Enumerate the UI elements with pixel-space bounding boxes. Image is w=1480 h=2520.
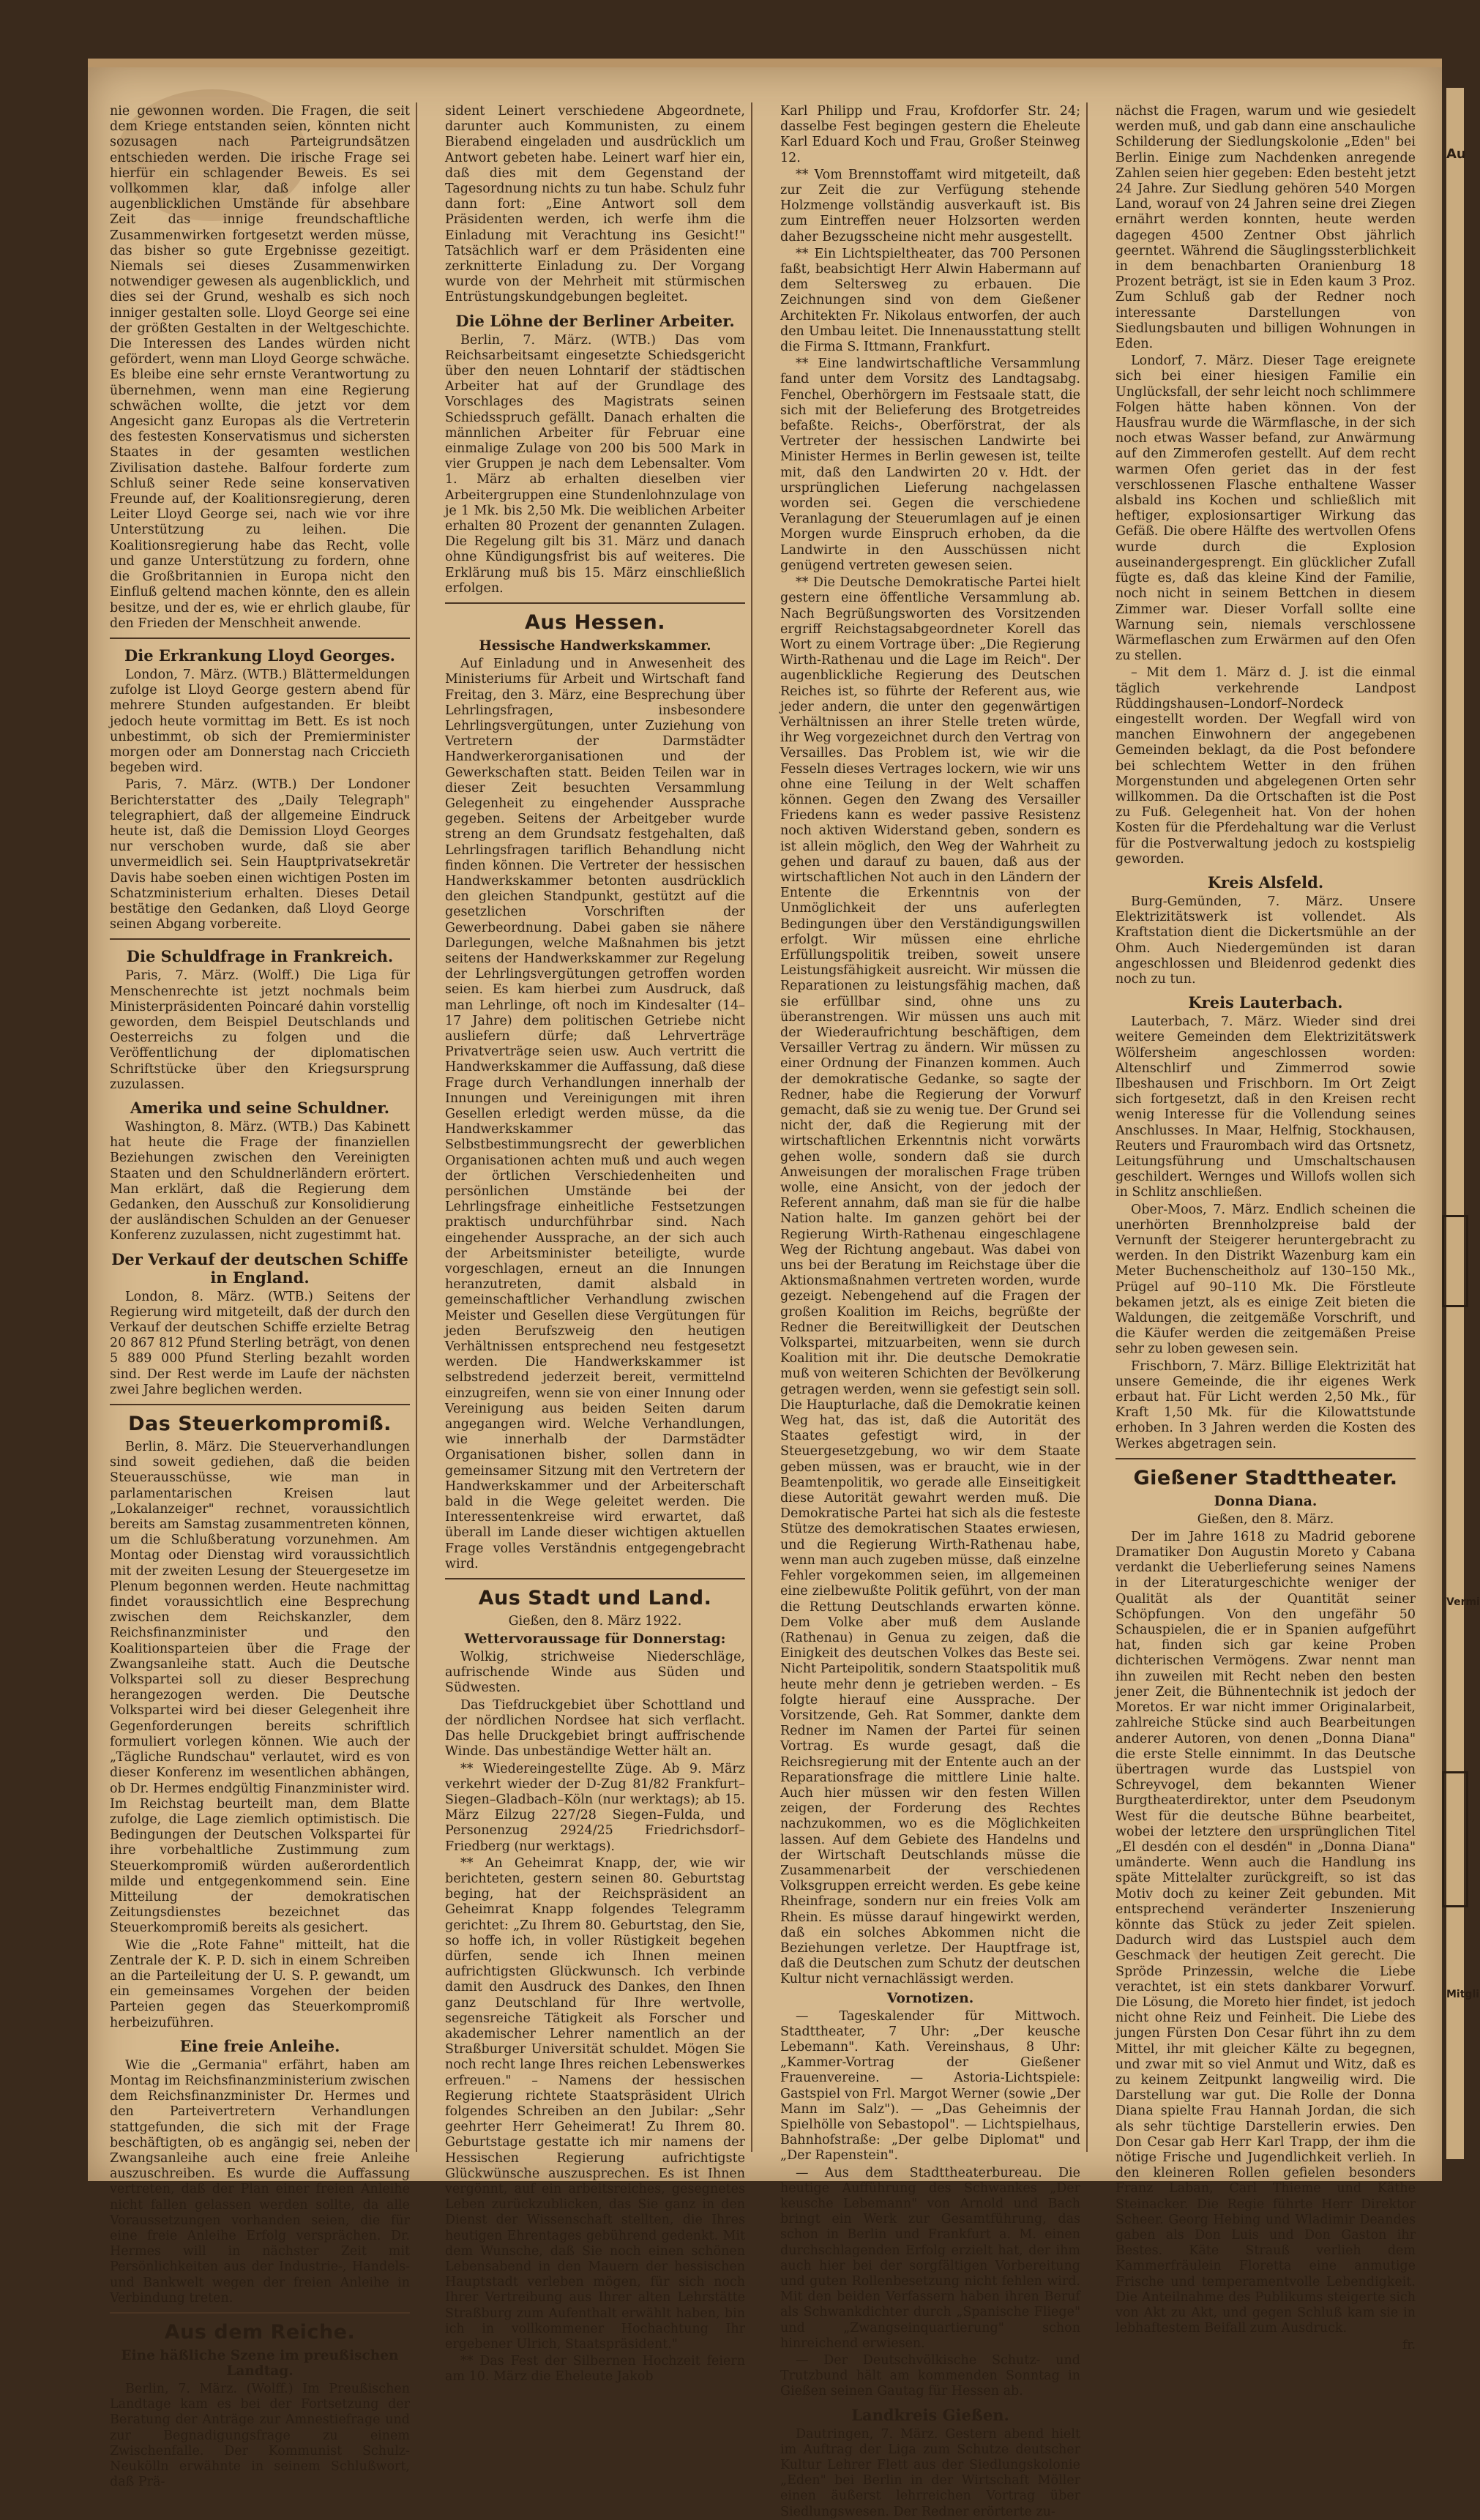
headline: Kreis Lauterbach. [1188,993,1343,1012]
article-text: ** Das Fest der Silbernen Hochzeit feiern am 10. März die Eheleute Jakob [445,2354,745,2385]
section-heading: Gießener Stadttheater. [1133,1466,1398,1489]
article-text: Der im Jahre 1618 zu Madrid geborene Dramatiker Don Augustin Moreto y Cabana verdankt die Ueberlieferung seines Namens in der Literaturgeschichte weniger der Qualität als der Quantität seiner Schöpfungen. Von den ungefähr 50 Schauspielen, die er in Spanien aufgeführt hat, finden sich gar keine Proben dichterischen Vermögens. Zwar nennt man ihn zuweilen mit Recht neben den besten jener Zeit, die Bühnentechnik ist jedoch der Moretos. Er war nicht immer Originalarbeit, zahlreiche Stücke sind auch Bearbeitungen anderer Autoren, von denen „Donna Diana" die erste Stelle einnimmt. In das Deutsche übertragen wurde das Lustspiel von Schreyvogel, dem bekannten Wiener Burgtheaterdirektor, unter dem Pseudonym West für die deutsche Bühne bearbeitet, wobei der letztere den ursprünglichen Titel „El desdén con el desdén" in „Donna Diana" umänderte. Wenn auch die Handlung ins späte Mittelalter zurückgreift, so ist das Motiv doch zu keiner Zeit gebunden. Mit entsprechend veränderter Inszenierung könnte das Stück zu jeder Zeit spielen. Dadurch wird das Lustspiel auch dem Geschmack der heutigen Zeit gerecht. Die Spröde Prinzessin, welche die Liebe verachtet, ist ein stets dankbarer Vorwurf. Die Lösung, die Moreto hier findet, ist jedoch nicht ohne Reiz und Feinheit. Die Liebe des jungen Fürsten Don Cesar führt ihn zu dem Mittel, ihr mit gleicher Kälte zu begegnen, und zwar mit so viel Anmut und Witz, daß es zu keinem Zeitpunkt langweilig wird. Die Darstellung war gut. Die Rolle der Donna Diana spielte Frau Hannah Jordan, die sich als sehr tüchtige Darstellerin erwies. Den Don Cesar gab Herr Karl Trapp, der ihm die nötige Frische und Jugendlichkeit verlieh. In den kleineren Rollen gefielen besonders Franz Laban, Carl Thieme und Käthe Steinacker. Die Regie führte Herr Direktor Scheer. Georg Hebing und Wladimir Deandes gaben als Don Luis und Don Gaston ihr Bestes. Käte Strauß verlieh dem Kammerfräulein Floretta eine anmutige Frische und temperamentvolle Lebendigkeit. Die Anteilnahme des Publikums steigerte sich von Akt zu Akt, und gegen Schluß kam sie in lebhaftestem Beifall zum Ausdruck. [1115,1529,1416,2336]
article-text: ** Eine landwirtschaftliche Versammlung fand unter dem Vorsitz des Landtagsabg. Fenchel, Oberhörgern im Festsaale statt, die sich mit der Belieferung des Brotgetreides befaßte. Reichs-, Oberförstrat, der als Vertreter der hessischen Landwirte bei Minister Hermes in Berlin gewesen ist, teilte mit, daß den Landwirten 20 v. Hdt. der ursprünglichen Lieferung nachgelassen worden sei. Gegen die verschiedene Veranlagung der Steuerumlagen auf je einen Morgen wurde Einspruch erhoben, da die Landwirte in den Ausschüssen nicht genügend vertreten gewesen seien. [780,356,1080,573]
article-text: Paris, 7. März. (Wolff.) Die Liga für Menschenrechte ist jetzt nochmals beim Ministerpräsidenten Poincaré dahin vorstellig geworden, dem Beispiel Deutschlands und Oesterreichs zu folgen und die Veröffentlichung der diplomatischen Schriftstücke über den Kriegsursprung zuzulassen. [110,968,410,1092]
adjacent-headline: Au [1446,146,1466,162]
article-text: Berlin, 8. März. Die Steuerverhandlungen sind soweit gediehen, daß die beiden Steuerausschüsse, wie man in parlamentarischen Kreisen laut „Lokalanzeiger" rechnet, voraussichtlich bereits am Samstag zusammentreten können, um die Schlußberatung vorzunehmen. Am Montag oder Dienstag wird voraussichtlich mit der zweiten Lesung der Steuergesetze im Plenum begonnen werden. Heute nachmittag findet voraussichtlich eine Besprechung zwischen dem Reichskanzler, dem Reichsfinanzminister und den Koalitionsparteien über die Frage der Zwangsanleihe statt. Auch die Deutsche Volkspartei soll zu dieser Besprechung herangezogen werden. Die Deutsche Volkspartei wird bei dieser Gelegenheit ihre Gegenforderungen bereits schriftlich formuliert vorlegen können. Wie auch der „Tägliche Rundschau" verlautet, wird es von dieser Konferenz im wesentlichen abhängen, ob Dr. Hermes endgültig Finanzminister wird. Im Reichstag beurteilt man, dem Blatte zufolge, die Lage ziemlich optimistisch. Die Bedingungen der Deutschen Volkspartei für ihre vorbehaltliche Zustimmung zum Steuerkompromiß würden außerordentlich milde und entgegenkommend sein. Eine Mitteilung der demokratischen Zeitungsdienstes bezeichnet das Steuerkompromiß bereits als gesichert. [110,1440,410,1936]
article-text: London, 7. März. (WTB.) Blättermeldungen zufolge ist Lloyd George gestern abend für mehrere Stunden aufgestanden. Er bleibt jedoch heute vormittag im Bett. Es ist noch unbestimmt, ob sich der Premierminister morgen oder am Donnerstag nach Criccieth begeben wird. [110,667,410,776]
article-text: sident Leinert verschiedene Abgeordnete, darunter auch Kommunisten, zu einem Bierabend eingeladen und ausdrücklich um Antwort gebeten habe. Leinert warf hier ein, daß dies mit dem Gegenstand der Tagesordnung nichts zu tun habe. Schulz fuhr dann fort: „Eine Antwort soll dem Präsidenten werden, ich werfe ihm die Einladung mit Verachtung ins Gesicht!" Tatsächlich warf er dem Präsidenten eine zerknitterte Einladung zu. Der Vorgang wurde von der Mehrheit mit stürmischen Entrüstungskundgebungen begleitet. [445,104,745,305]
divider [1115,1458,1416,1459]
headline: Eine häßliche Szene im preußischen Landtag. [121,2348,399,2379]
headline: Amerika und seine Schuldner. [130,1098,390,1117]
article-text: Paris, 7. März. (WTB.) Der Londoner Berichterstatter des „Daily Telegraph" telegraphiert, daß der allgemeine Eindruck heute ist, daß die Demission Lloyd Georges nur verschoben wurde, daß sie aber unvermeidlich sei. Sein Hauptprivatsekretär Davis habe soeben einen wichtigen Posten im Schatzministerium erhalten. Dieses Detail bestätige den Gedanken, daß Lloyd George seinen Abgang vorbereite. [110,777,410,932]
article-text: London, 8. März. (WTB.) Seitens der Regierung wird mitgeteilt, daß der durch den Verkauf der deutschen Schiffe erzielte Betrag 20 867 812 Pfund Sterling beträgt, von denen 5 889 000 Pfund Sterling bezahlt worden sind. Der Rest werde im Laufe der nächsten zwei Jahre beglichen werden. [110,1289,410,1397]
article-text: ** Wiedereingestellte Züge. Ab 9. März verkehrt wieder der D-Zug 81/82 Frankfurt–Siegen–Gladbach–Köln (nur werktags); ab 15. März Eilzug 227/28 Siegen–Fulda, und Personenzug 2924/25 Friedrichsdorf–Friedberg (nur werktags). [445,1761,745,1854]
headline: Landkreis Gießen. [851,2405,1009,2424]
article-text: Dautringen, 7. März. Gestern abend hielt im Auftrag der Liga zum Schutze deutscher Kultur Lehrer Flett aus der Siedlungskolonie „Eden" bei Berlin in der Wirtschaft Möller einen äußerst lehrreichen Vortrag über Siedlungswesen. Der Redner erörterte zu- [780,2426,1080,2519]
column-2 [445,104,745,2385]
article-text: Lauterbach, 7. März. Wieder sind drei weitere Gemeinden dem Elektrizitätswerk Wölfersheim angeschlossen worden: Altenschlirf und Zimmerrod sowie Ilbeshausen und Frischborn. Im Ort Zeigt sich fortgesetzt, daß in den Kreisen recht wenig Interesse für die Vollendung seines Anschlusses. In Maar, Helfnig, Stockhausen, Reuters und Fraurombach wird das Ortsnetz, Leitungsführung und Umschaltschausen geschildert. Wernges und Willofs wollen sich in Schlitz anschließen. [1115,1014,1416,1200]
article-text: Londorf, 7. März. Dieser Tage ereignete sich bei einer hiesigen Familie ein Unglücksfall, der sehr leicht noch schlimmere Folgen hätte haben können. Von der Hausfrau wurde die Wärmflasche, in der sich noch etwas Wasser befand, zur Anwärmung auf den Zimmerofen gestellt. Auf dem recht warmen Ofen geriet das in der fest verschlossenen Flasche enthaltene Wasser alsbald ins Kochen und schließlich mit heftiger, explosionsartiger Wirkung das Gefäß. Die obere Hälfte des wertvollen Ofens wurde durch die Explosion auseinandergesprengt. Ein glücklicher Zufall fügte es, daß das kleine Kind der Familie, noch nicht in seinem Bettchen in diesem Zimmer war. Dieser Vorfall sollte eine Warnung sein, niemals verschlossene Wärmeflaschen zum Erwärmen auf den Ofen zu stellen. [1115,354,1416,664]
article-text: nie gewonnen worden. Die Fragen, die seit dem Kriege entstanden seien, könnten nicht sozusagen nach Parteigrundsätzen entschieden werden. Die irische Frage sei hierfür ein schlagender Beweis. Es sei vollkommen klar, daß infolge aller augenblicklichen Umstände für absehbare Zeit das innige freundschaftliche Zusammenwirken fortgesetzt werden müsse, das bisher so gute Ergebnisse gezeitigt. Niemals sei dieses Zusammenwirken notwendiger gewesen als augenblicklich, und dies sei der Grund, weshalb es sich noch inniger gestalten solle. Lloyd George sei eine der größten Gestalten in der Weltgeschichte. Die Interessen des Landes würden nicht gefördert, wenn man Lloyd George schwäche. Es bleibe eine sehr ernste Verantwortung zu übernehmen, wenn man eine Regierung schwächen wollte, die jetzt vor dem Angesicht ganz Europas als die Vertreterin des festesten Konservatismus und sichersten Staates in der gesamten westlichen Zivilisation dastehe. Balfour forderte zum Schluß seiner Rede seine konservativen Freunde auf, der Koalitionsregierung, deren Leiter Lloyd George sei, nach wie vor ihre Unterstützung zu leihen. Die Koalitionsregierung habe das Recht, volle und ganze Unterstützung zu fordern, ohne die Großbritannien in Europa nicht den Einfluß geltend machen könnte, den es allein besitze, und der es, wie er ehrlich glaube, für den Frieden der Menschheit anwende. [110,104,410,631]
adjacent-headline: Vermi [1446,1596,1480,1608]
section-heading: Aus Stadt und Land. [478,1587,712,1610]
headline: Eine freie Anleihe. [179,2036,340,2055]
headline: Vornotizen. [886,1990,974,2006]
headline: Wettervoraussage für Donnerstag: [464,1631,726,1648]
article-text: ** Die Deutsche Demokratische Partei hielt gestern eine öffentliche Versammlung ab. Nach Begrüßungsworten des Vorsitzenden ergriff Reichstagsabgeordneter Korell das Wort zu einem Vortrage über: „Die Regierung Wirth-Rathenau und die Lage im Reich". Der augenblickliche Regierung des Deutschen Reiches ist, so führte der Referent aus, wie jeder andern, die unter den gegenwärtigen Verhältnissen an ihrer Stelle treten würde, ihr Weg vorgezeichnet durch den Vertrag von Versailles. Das Problem ist, wie wir die Fesseln dieses Vertrages lockern, wie wir uns ohne eine Teilung in der Welt schaffen können. Gegen den Zwang des Versailler Friedens kann es weder passive Resistenz noch aktiven Widerstand geben, sondern es ist allein möglich, den Weg der Wahrheit zu gehen und darauf zu bauen, daß aus der wirtschaftlichen Not auch in den Ländern der Entente die Erkenntnis von der Unmöglichkeit der uns auferlegten Bedingungen über den Verständigungswillen erfolgt. Wir müssen eine ehrliche Erfüllungspolitik treiben, soweit unsere Leistungsfähigkeit ausreicht. Wir müssen die Reparationen zu leistungsfähig machen, daß sie erfüllbar sind, ohne uns zu überanstrengen. Wir müssen uns auch mit der Wiederaufrichtung beschäftigen, dem Versailler Vertrag zu ändern. Wir müssen zu einer Ordnung der Finanzen kommen. Auch der demokratische Gedanke, so sagte der Redner, habe die Regierung der Vorwurf gemacht, daß sie zu wenig tue. Der Grund sei nicht der, daß die Regierung mit der wirtschaftlichen Erkenntnis nicht vorwärts gehen wolle, sondern daß sie durch Anweisungen der moralischen Frage trüben wolle, eine Ansicht, von der jedoch der Referent annahm, daß man sie für die halbe Nation halte. Im ganzen gehört bei der Regierung Wirth-Rathenau eingeschlagene Weg der Richtung angebaut. Was dabei von uns bei der Beratung im Reichstage über die Aktionsmaßnahmen vertreten worden, wurde gezeigt. Nebengehend auf die Fragen der großen Koalition im Reichs, begrüßte der Redner die Bereitwilligkeit der Deutschen Volkspartei, mitzuarbeiten, wenn sie durch Koalition mit ihr. Die deutsche Demokratie muß von weiteren Schichten der Bevölkerung getragen werden, wenn sie gefestigt sein soll. Die Haupturlache, daß die Demokratie keinen Weg hat, das ist, daß die Autorität des Staates gefestigt wird, in der Steuergesetzgebung, wo wir dem Staate geben müssen, was er braucht, wie in der Beamtenpolitik, wo gerade alle Einseitigkeit diese Autorität gewahrt werden muß. Die Demokratische Partei hat sich als die festeste Stütze des demokratischen Staates erwiesen, und die Regierung Wirth-Rathenau habe, wenn man auch zugeben müsse, daß einzelne Fehler vorgekommen seien, im allgemeinen eine zielbewußte Politik geführt, von der man die Rettung Deutschlands erwarten könne. Dem Volke aber muß dem Auslande (Rathenau) in Genua zu zeigen, daß die Einigkeit des deutschen Volkes das Beste sei. Nicht Parteipolitik, sondern Staatspolitik muß heute mehr denn je getrieben werden. – Es folgte hierauf eine Aussprache. Der Vorsitzende, Geh. Rat Sommer, dankte dem Redner im Namen der Partei für seinen Vortrag. Es wurde gesagt, daß die Reichsregierung mit der Entente auch an der Reparationsfrage die mittlere Linie halte. Auch hier müssen wir den festen Willen zeigen, der Forderung des Rechtes nachzukommen, wo es die Möglichkeiten lassen. Auf dem Gebiete des Handelns und der Wirtschaft Deutschlands müsse die Zusammenarbeit der verschiedenen Volksgruppen erreicht werden. Es gebe keine Rheinfrage, sondern nur ein freies Volk am Rhein. Es müsse darauf hingewirkt werden, daß ein solches Abkommen nicht die Beziehungen verletze. Der Hauptfrage ist, daß die Deutschen zum Schutz der deutschen Kultur nicht vernachlässigt werden. [780,575,1080,1987]
headline: Die Erkrankung Lloyd Georges. [124,646,395,665]
adjacent-ad-box [1442,1771,1468,1907]
newspaper-page [88,67,1442,2519]
adjacent-ad-box [1442,1215,1468,1307]
headline: Das Steuerkompromiß. [128,1413,392,1436]
article-text: Wie die „Germania" erfährt, haben am Montag im Reichsfinanzministerium zwischen dem Reichsfinanzminister Dr. Hermes und den Parteivertretern Verhandlungen stattgefunden, die sich mit der Frage beschäftigten, ob es angängig sei, neben der Zwangsanleihe auch eine freie Anleihe auszuschreiben. Es wurde die Auffassung vertreten, daß der Plan einer freien Anleihe nicht fallen gelassen werden sollte, da alle Voraussetzungen vorhanden seien, die für eine freie Anleihe Erfolg versprächen. Dr. Hermes will in nächster Zeit mit Persönlichkeiten aus der Industrie-, Handels- und Bankwelt wegen der freien Anleihe in Verbindung treten. [110,2057,410,2306]
headline: Kreis Alsfeld. [1207,872,1324,891]
article-text: Auf Einladung und in Anwesenheit des Ministeriums für Arbeit und Wirtschaft fand Freitag, den 3. März, eine Besprechung über Lehrlingsfragen, insbesondere Lehrlingsvergütungen, unter Zuziehung von Vertretern der Darmstädter Handwerkerorganisationen und der Gewerkschaften statt. Beiden Teilen war in dieser Zeit besuchten Versammlung Gelegenheit zu eingehender Aussprache gegeben. Seitens der Arbeitgeber wurde streng an dem Grundsatz festgehalten, daß Lehrlingsfragen tariflich Behandlung nicht finden können. Die Vertreter der hessischen Handwerkskammer betonten ausdrücklich den gleichen Standpunkt, gestützt auf die gesetzlichen Vorschriften der Gewerbeordnung. Dabei gaben sie nähere Darlegungen, welche Maßnahmen bis jetzt seitens der Handwerkskammer zur Regelung der Lehrlingsvergütungen getroffen worden seien. Es kam hierbei zum Ausdruck, daß man Lehrlinge, oft noch im Kindesalter (14–17 Jahre) dem politischen Getriebe nicht ausliefern dürfe; daß Lehrverträge Privatverträge seien usw. Auch vertritt die Handwerkskammer die Auffassung, daß diese Frage durch Verhandlungen innerhalb der Innungen und Vereinigungen mit ihren Gesellen erledigt werden müsse, da die Handwerkskammer das Selbstbestimmungsrecht der gewerblichen Organisationen achten muß und auch wegen der örtlichen Verschiedenheiten und persönlichen Umstände bei der Lehrlingsfrage einheitliche Festsetzungen praktisch undurchführbar sind. Nach eingehender Aussprache, an der sich auch der Arbeitsminister beteiligte, wurde vorgeschlagen, erneut an die Innungen heranzutreten, damit alsbald in gemeinschaftlicher Verhandlung zwischen Meister und Gesellen diese Vergütungen für jeden Berufszweig den heutigen Verhältnissen entsprechend neu festgesetzt werden. Die Handwerkskammer ist selbstredend jederzeit bereit, vermittelnd einzugreifen, wenn sie von einer Innung oder Vereinigung aus beiden Seiten darum angegangen wird. Welche Verhandlungen, wie innerhalb der Darmstädter Organisationen bisher, sollen dann in gemeinsamer Sitzung mit den Vertretern der Handwerkskammer und der Arbeiterschaft bald in die Wege geleitet werden. Die Interessentenkreise wird erwartet, daß überall im Lande dieser wichtigen aktuellen Frage volles Verständnis entgegengebracht wird. [445,657,745,1571]
article-text: — Der Deutschvölkische Schutz- und Trutzbund hält am kommenden Sonntag in Gießen seinen Gautag für Hessen ab. [780,2353,1080,2399]
divider [445,602,745,604]
divider [110,638,410,639]
article-text: Burg-Gemünden, 7. März. Unsere Elektrizitätswerk ist vollendet. Als Kraftstation dient die Dickertsmühle an der Ohm. Auch Niedergemünden ist daran angeschlossen und Bleidenrod gedenkt dies noch zu tun. [1115,894,1416,987]
dateline: Gießen, den 8. März 1922. [508,1614,682,1629]
adjacent-headline: Mitgli [1446,1989,1480,2000]
divider [110,938,410,940]
dateline: Gießen, den 8. März. [1197,1511,1334,1527]
section-heading: Aus dem Reiche. [164,2321,356,2344]
article-text: Karl Philipp und Frau, Krofdorfer Str. 24; dasselbe Fest begingen gestern die Eheleute Karl Eduard Koch und Frau, Großer Steinweg 12. [780,104,1080,165]
article-text: — Tageskalender für Mittwoch. Stadttheater, 7 Uhr: „Der keusche Lebemann". Kath. Vereinshaus, 8 Uhr: „Kammer-Vortrag der Gießener Frauenvereine. — Astoria-Lichtspiele: Gastspiel von Frl. Margot Werner (sowie „Der Mann im Salz"). — „Das Geheimnis der Spielhölle von Sebastopol". — Lichtspielhaus, Bahnhofstraße: „Der gelbe Diplomat" und „Der Rapenstein". [780,2008,1080,2164]
column-3 [780,104,1080,2519]
article-text: Wie die „Rote Fahne" mitteilt, hat die Zentrale der K. P. D. sich in einem Schreiben an die Parteileitung der U. S. P. gewandt, um ein gemeinsames Vorgehen der beiden Parteien gegen das Steuerkompromiß herbeizuführen. [110,1937,410,2030]
author-signature: fr. [1402,2338,1416,2353]
article-text: nächst die Fragen, warum und wie gesiedelt werden muß, und gab dann eine anschauliche Schilderung der Siedlungskolonie „Eden" bei Berlin. Einige zum Nachdenken anregende Zahlen seien hier gegeben: Eden besteht jetzt 24 Jahre. Zur Siedlung gehören 540 Morgen Land, worauf von 24 Jahren seine drei Ziegen ernährt werden konnten, heute werden dagegen 4500 Zentner Obst jährlich geerntet. Während die Säuglingssterblichkeit in dem benachbarten Oranienburg 18 Prozent beträgt, ist sie in Eden kaum 3 Proz. Zum Schluß gab der Redner noch interessante Darstellungen von Siedlungsbauten und billigen Wohnungen in Eden. [1115,104,1416,352]
article-text: Ober-Moos, 7. März. Endlich scheinen die unerhörten Brennholzpreise bald der Vernunft der Steigerer heruntergebracht zu werden. In den Distrikt Wazenburg kam ein Meter Buchenscheitholz auf 130–150 Mk., Prügel auf 90–110 Mk. Die Förstleute bekamen jetzt, als es einige Zeit bieten die Waldungen, die zeitgemäße Vorschrift, und die Käufer werden die zeitgemäßen Preise sehr zu loben gewesen sein. [1115,1202,1416,1357]
article-text: ** An Geheimrat Knapp, der, wie wir berichteten, gestern seinen 80. Geburtstag beging, hat der Reichspräsident an Geheimrat Knapp folgendes Telegramm gerichtet: „Zu Ihrem 80. Geburtstag, den Sie, so hoffe ich, in voller Rüstigkeit begehen dürfen, sende ich Ihnen meinen aufrichtigsten Glückwunsch. Ich verbinde damit den Ausdruck des Dankes, den Ihnen ganz Deutschland für Ihre wertvolle, segensreiche Tätigkeit als Forscher und akademischer Lehrer namentlich an der Straßburger Universität schuldet. Mögen Sie noch recht lange Ihres reichen Lebenswerkes erfreuen." – Namens der hessischen Regierung richtete Staatspräsident Ulrich folgendes Schreiben an den Jubilar: „Sehr geehrter Herr Geheimerat! Zu Ihrem 80. Geburtstage gestatte ich mir namens der Hessischen Regierung aufrichtigste Glückwünsche auszusprechen. Es ist Ihnen vergönnt, auf ein arbeitsreiches, gesegnetes Leben zurückzublicken, das Sie ganz in den Dienst der Wissenschaft stellten, die Ihres heutigen Ehrentages gebührend gedenkt. Mit dem Wunsche, daß Sie noch einen schönen Lebensabend in den Mauern der hessischen Hauptstadt verleben mögen, für sich noch Ihrer Vertreibung aus Ihrer alten Lehrstätte Straßburg zum Aufenthalt erwählt haben, bin ich in vollkommener Hochachtung Ihr ergebener Ulrich, Staatspräsident." [445,1855,745,2352]
article-text: Frischborn, 7. März. Billige Elektrizität hat unsere Gemeinde, die ihr eigenes Werk erbaut hat. Für Licht werden 2,50 Mk., für Kraft 1,50 Mk. für die Kilowattstunde erhoben. In 3 Jahren werden die Kosten des Werkes abgetragen sein. [1115,1358,1416,1451]
article-text: Wolkig, strichweise Niederschläge, aufrischende Winde aus Süden und Südwesten. [445,1650,745,1696]
column-1 [110,104,410,2490]
column-rule [751,102,752,2152]
headline: Die Schuldfrage in Frankreich. [126,947,394,966]
column-4 [1115,104,1416,2353]
divider [110,2312,410,2314]
column-rule [416,102,417,2152]
article-text: – Mit dem 1. März d. J. ist die einmal täglich verkehrende Landpost Rüddingshausen–Londorf–Nordeck eingestellt worden. Der Wegfall wird von manchen Einwohnern der angegebenen Gemeinden beklagt, da die Post befondere bei schlechtem Wetter in den frühen Morgenstunden und abgelegenen Orten sehr willkommen. Da die Ortschaften ist die Post zu Fuß. Gelegenheit hat. Von der hohen Kosten für die Pferdehaltung war die Verlust für die Postverwaltung jedoch zu kostspielig geworden. [1115,665,1416,867]
article-text: ** Ein Lichtspieltheater, das 700 Personen faßt, beabsichtigt Herr Alwin Habermann auf dem Seltersweg zu erbauen. Die Zeichnungen sind von dem Gießener Architekten Fr. Nikolaus entworfen, der auch den Umbau leitet. Die Innenausstattung stellt die Firma S. Ittmann, Frankfurt. [780,246,1080,355]
article-text: Berlin, 7. März. (Wolff.) Im Preußischen Landtage kam es bei der Fortsetzung der Beratung der Anträge zur Amnestiefrage und zur Begnadigungsfrage zu einem Zwischenfalle. Der Kommunist Schulz-Neukölln erwähnte in seinem Schlußwort, daß Prä- [110,2382,410,2490]
headline: Hessische Handwerkskammer. [479,638,711,654]
article-text: Das Tiefdruckgebiet über Schottland und der nördlichen Nordsee hat sich verflacht. Das helle Druckgebiet bringt auffrischende Winde. Das unbeständige Wetter hält an. [445,1697,745,1760]
article-text: Berlin, 7. März. (WTB.) Das vom Reichsarbeitsamt eingesetzte Schiedsgericht über den neuen Lohntarif der städtischen Arbeiter hat auf der Grundlage des Vorschlages des Magistrats seinen Schiedsspruch gefällt. Danach erhalten die männlichen Arbeiter für Februar eine einmalige Zulage von 200 bis 500 Mark in vier Gruppen je nach dem Lebensalter. Vom 1. März ab erhalten dieselben vier Arbeitergruppen eine Stundenlohnzulage von je 1 Mk. bis 2,50 Mk. Die weiblichen Arbeiter erhalten 80 Prozent der genannten Zulagen. Die Regelung gilt bis 31. März und danach ohne Kündigungsfrist bis auf weiteres. Die Erklärung muß bis 15. März einschließlich erfolgen. [445,332,745,596]
column-rule [1086,102,1088,2152]
article-text: Washington, 8. März. (WTB.) Das Kabinett hat heute die Frage der finanziellen Beziehungen zwischen den Vereinigten Staaten und den Schuldnerländern erörtert. Man erklärt, daß die Regierung dem Gedanken, den Ausschuß zur Konsolidierung der ausländischen Schulden an der Genueser Konferenz zuzulassen, nicht zugestimmt hat. [110,1119,410,1244]
section-heading: Aus Hessen. [525,611,665,635]
headline: Donna Diana. [1214,1493,1318,1509]
divider [445,1578,745,1579]
headline: Der Verkauf der deutschen Schiffe in England. [111,1249,408,1287]
article-text: — Aus dem Stadttheaterbureau. Die heutige Aufführung des Schwankes „Der keusche Lebemann" von Arnold und Bach bringt ein Werk zur Gesamtführung, das schon in Berlin und Frankfurt a. M. einen durchschlagenden Erfolg erzielt hat, der ihm auch hier bei der sorgfältigen Vorbereitung und guten Rollenbesetzung nicht fehlen wird. Mit den beiden Verfassern haben ihren Beruf als Schwankdichter durch „Spanische Fliege" und „Zwangseinquartierung" schon hinreichend erwiesen. [780,2165,1080,2351]
divider [110,1404,410,1405]
headline: Die Löhne der Berliner Arbeiter. [455,311,735,330]
article-text: ** Vom Brennstoffamt wird mitgeteilt, daß zur Zeit die zur Verfügung stehende Holzmenge vollständig ausverkauft ist. Bis zum Eintreffen neuer Holzsorten werden daher Bezugsscheine nicht mehr ausgestellt. [780,167,1080,244]
